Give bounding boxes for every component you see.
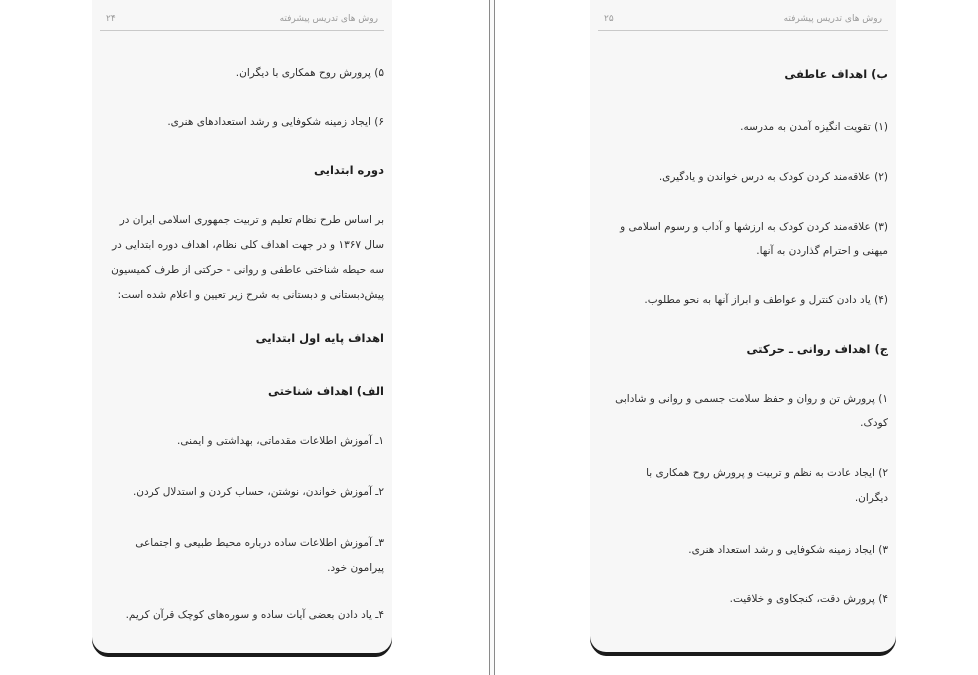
left-item-3a: ۳ـ آموزش اطلاعات ساده درباره محیط طبیعی و اجتماعی (135, 537, 384, 549)
left-heading-cognitive: الف) اهداف شناختی (267, 384, 384, 398)
left-page-header (100, 8, 384, 31)
right-psy-3: ۳) ایجاد زمینه شکوفایی و رشد استعداد هنری. (688, 544, 888, 556)
left-para-line-1: بر اساس طرح نظام تعلیم و تربیت جمهوری اسلامی ایران در (119, 214, 384, 226)
right-psy-4: ۴) پرورش دقت، کنجکاوی و خلاقیت. (729, 593, 888, 605)
right-item-4: (۴) یاد دادن کنترل و عواطف و ابراز آنها به نحو مطلوب. (644, 294, 888, 306)
left-para-line-4: پیش‌دبستانی و دبستانی به شرح زیر تعیین و اعلام شده است: (117, 289, 384, 301)
left-para-line-3: سه حیطه شناختی عاطفی و روانی - حرکتی از طرف کمیسیون (111, 264, 384, 276)
right-psy-1b: کودک. (860, 417, 888, 429)
right-page-number: ۲۵ (604, 14, 614, 24)
right-psy-2a: ۲) ایجاد عادت به نظم و تربیت و پرورش روح همکاری با (646, 467, 888, 479)
right-item-3b: میهنی و احترام گذاردن به آنها. (756, 245, 888, 257)
left-heading-grade1: اهداف پایه اول ابتدایی (255, 331, 384, 345)
right-psy-1a: ۱) پرورش تن و روان و حفظ سلامت جسمی و روانی و شادابی (615, 393, 888, 405)
left-para-line-2: سال ۱۳۶۷ و در جهت اهداف کلی نظام، اهداف دوره ابتدایی در (112, 239, 384, 251)
left-line-2: ۶) ایجاد زمینه شکوفایی و رشد استعدادهای هنری. (167, 116, 384, 128)
right-page (590, 0, 896, 652)
left-item-2: ۲ـ آموزش خواندن، نوشتن، حساب کردن و استدلال کردن. (132, 486, 384, 498)
right-item-2: (۲) علاقه‌مند کردن کودک به درس خواندن و یادگیری. (658, 171, 888, 183)
left-line-1: ۵) پرورش روح همکاری با دیگران. (235, 67, 384, 79)
right-heading-psychomotor: ج) اهداف روانی ـ حرکتی (746, 342, 888, 356)
spread-divider (489, 0, 495, 675)
left-paragraph (98, 208, 384, 308)
right-item-1: (۱) تقویت انگیزه آمدن به مدرسه. (740, 121, 888, 133)
right-heading-affective: ب) اهداف عاطفی (784, 67, 888, 81)
left-page-number: ۲۴ (106, 14, 116, 24)
left-item-1: ۱ـ آموزش اطلاعات مقدماتی، بهداشتی و ایمنی. (177, 435, 384, 447)
right-page-header (598, 8, 888, 31)
left-header-title: روش های تدریس پیشرفته (279, 14, 378, 24)
right-header-title: روش های تدریس پیشرفته (783, 14, 882, 24)
left-page (92, 0, 392, 653)
right-psy-2b: دیگران. (854, 492, 888, 504)
left-item-3b: پیرامون خود. (327, 562, 384, 574)
right-item-3a: (۳) علاقه‌مند کردن کودک به ارزشها و آداب و رسوم اسلامی و (620, 221, 888, 233)
left-item-4: ۴ـ یاد دادن بعضی آیات ساده و سوره‌های کوچک قرآن کریم. (125, 609, 384, 621)
left-heading-primary: دوره ابتدایی (314, 163, 384, 177)
